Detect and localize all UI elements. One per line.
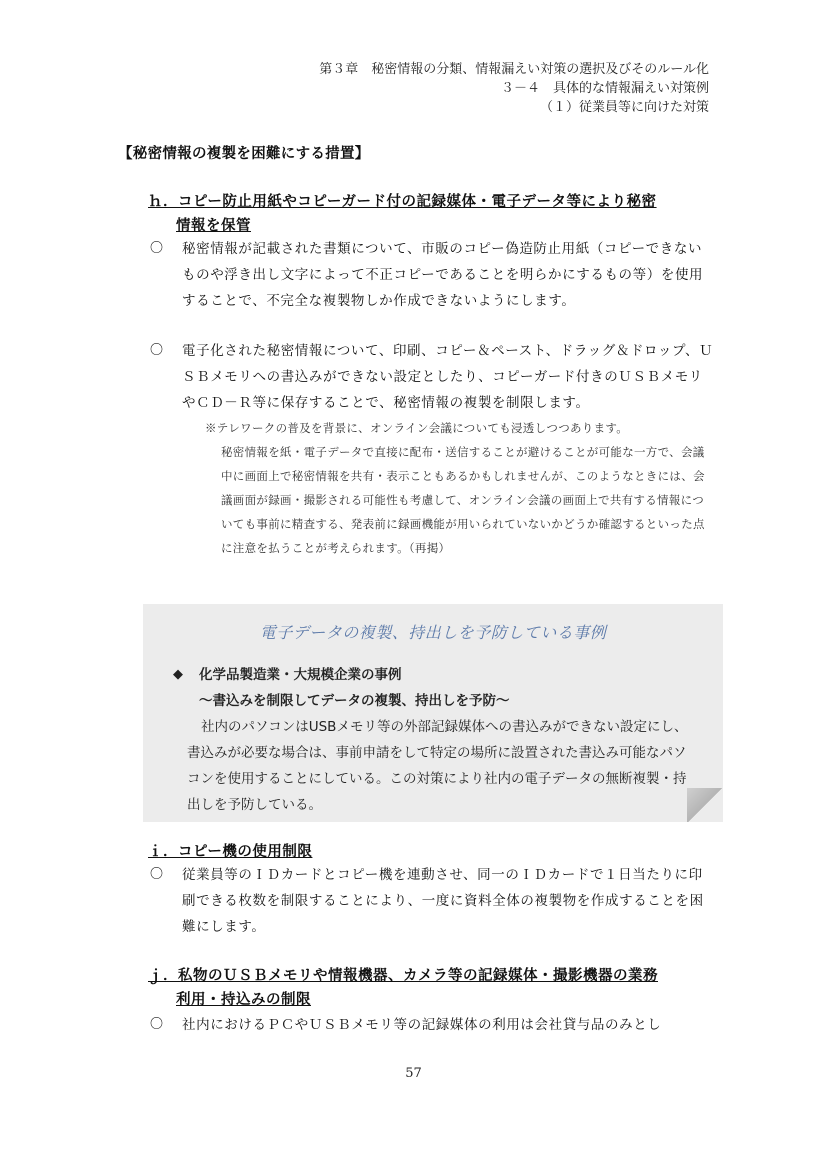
- heading-j-line2: 利用・持込みの制限: [176, 992, 311, 1008]
- i-bullet-1: [150, 862, 715, 940]
- case-item-subtitle: ～書込みを制限してデータの複製、持出しを予防～: [199, 693, 510, 709]
- note-first-line: ※テレワークの普及を背景に、オンライン会議についても浸透しつつあります。: [205, 421, 629, 435]
- i-bullet-1-text: 従業員等のＩＤカードとコピー機を連動させ、同一のＩＤカードで１日当たりに印刷できる枚数を制限することにより、一度に資料全体の複製物を作成することを困難にします。: [182, 867, 704, 935]
- case-body: [173, 662, 693, 818]
- j-bullet-1-text: 社内におけるＰＣやＵＳＢメモリ等の記録媒体の利用は会社貸与品のみとし: [182, 1017, 662, 1033]
- running-header: [319, 60, 709, 117]
- h-bullet-1-text: 秘密情報が記載された書類について、市販のコピー偽造防止用紙（コピーできないものや浮き出し文字によって不正コピーであることを明らかにするもの等）を使用することで、不完全な複製物しか作成できないようにします。: [182, 241, 704, 309]
- heading-j: [148, 964, 718, 1012]
- section-title: 【秘密情報の複製を困難にする措置】: [118, 146, 370, 162]
- bullet-circle-icon: 〇: [150, 241, 164, 256]
- heading-j-line1: ｊ．私物のＵＳＢメモリや情報機器、カメラ等の記録媒体・撮影機器の業務: [148, 968, 658, 984]
- note-body: 秘密情報を紙・電子データで直接に配布・送信することが避けることが可能な一方で、会議中に画面上で秘密情報を共有・表示こともあるかもしれませんが、このようなときには、会議画面が録画・撮影される可能性も考慮して、オンライン会議の画面上で共有する情報についても事前に精査する、発表前に録画機能が用いられていないかどうか確認するといった点に注意を払うことが考えられます。（再掲）: [221, 445, 705, 555]
- heading-h: [148, 190, 718, 238]
- bullet-circle-icon: 〇: [150, 343, 164, 358]
- header-chapter: 第３章 秘密情報の分類、情報漏えい対策の選択及びそのルール化: [319, 62, 709, 77]
- bullet-circle-icon: 〇: [150, 867, 164, 882]
- page-number: 57: [405, 1066, 422, 1081]
- page-curl-icon: [687, 788, 723, 822]
- j-bullet-1: [150, 1012, 715, 1038]
- case-study-box: [143, 604, 723, 822]
- diamond-icon: ◆: [173, 667, 183, 682]
- heading-h-line1: ｈ．コピー防止用紙やコピーガード付の記録媒体・電子データ等により秘密: [148, 194, 657, 210]
- bullet-circle-icon: 〇: [150, 1017, 164, 1032]
- case-title: 電子データの複製、持出しを予防している事例: [259, 623, 607, 642]
- header-section: ３－４ 具体的な情報漏えい対策例: [500, 81, 709, 96]
- h-bullet-2: [150, 338, 715, 416]
- telework-note: [205, 416, 715, 560]
- h-bullet-1: [150, 236, 715, 314]
- heading-h-line2: 情報を保管: [176, 218, 251, 234]
- h-bullet-2-text: 電子化された秘密情報について、印刷、コピー＆ペースト、ドラッグ＆ドロップ、ＵＳＢメモリへの書込みができない設定としたり、コピーガード付きのＵＳＢメモリやＣＤ－Ｒ等に保存することで、秘密情報の複製を制限します。: [182, 343, 714, 411]
- case-item-body: 社内のパソコンはUSBメモリ等の外部記録媒体への書込みができない設定にし、書込みが必要な場合は、事前申請をして特定の場所に設置された書込み可能なパソコンを使用することにしている。この対策により社内の電子データの無断複製・持出しを予防している。: [187, 719, 688, 813]
- case-item-title: 化学品製造業・大規模企業の事例: [199, 667, 402, 683]
- heading-i: ｉ．コピー機の使用制限: [148, 844, 313, 860]
- header-subsection: （１）従業員等に向けた対策: [539, 100, 709, 115]
